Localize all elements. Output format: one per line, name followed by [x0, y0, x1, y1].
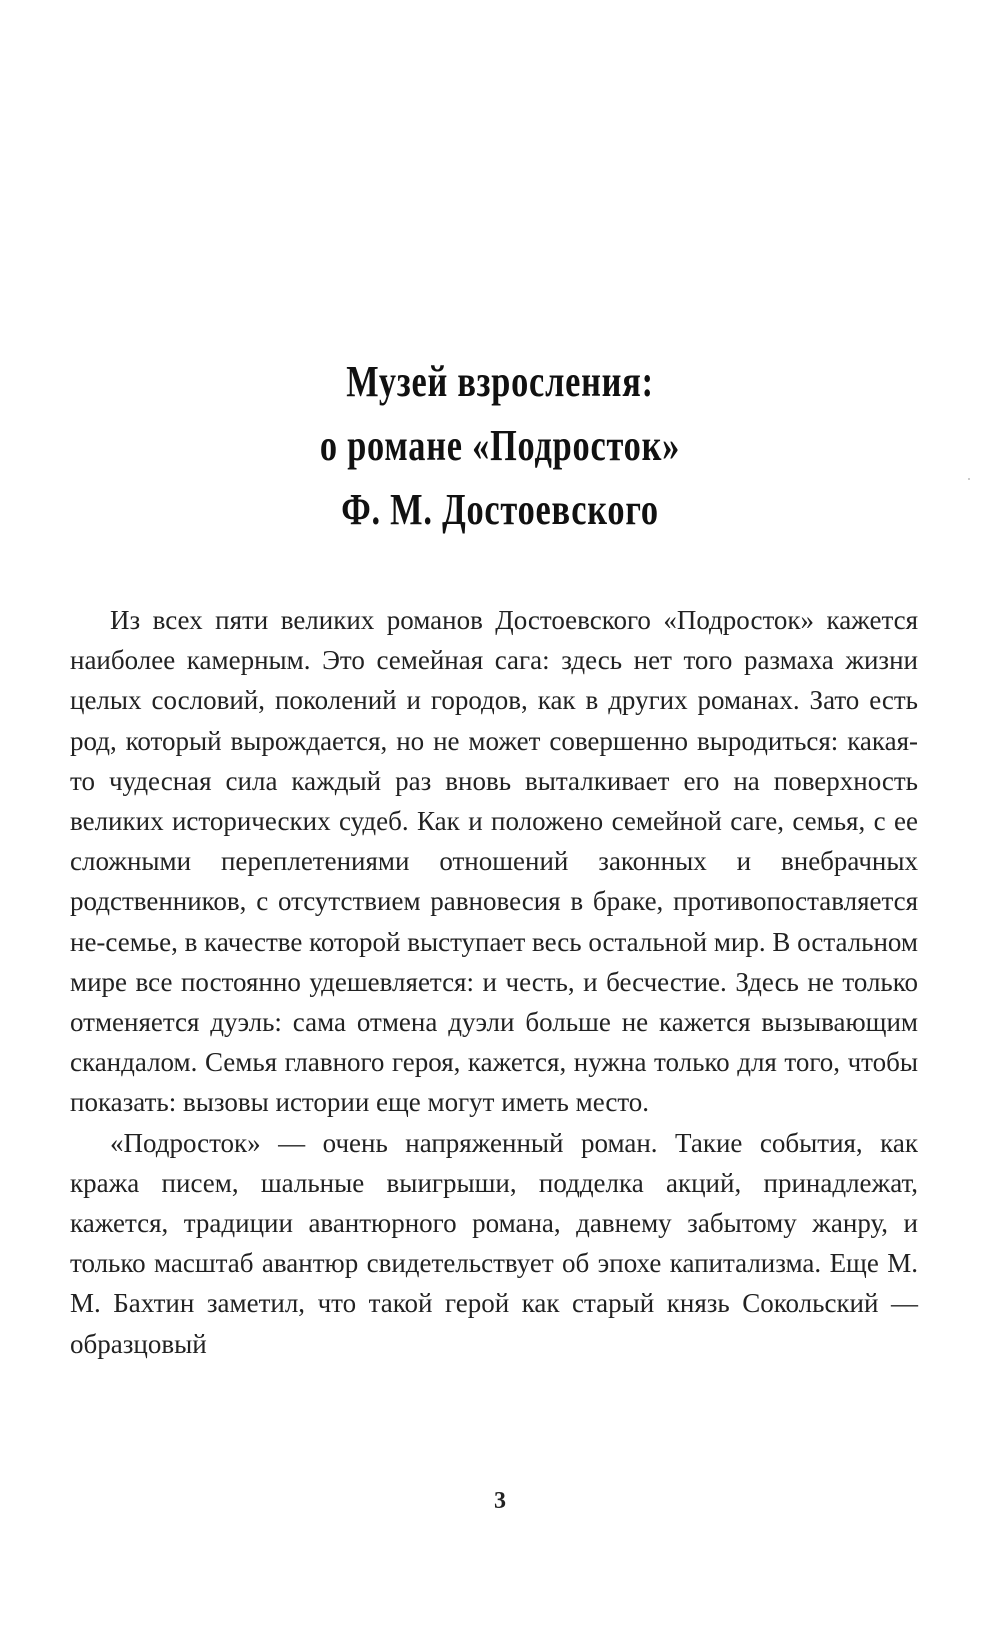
chapter-title-line-1: Музей взросления: [346, 357, 654, 406]
paragraph-2: «Подросток» — очень напряженный роман. Такие события, как кража писем, шальные выигрыши, подделка акций, принадлежат, кажется, традиции авантюрного романа, давнему забытому жанру, и только масштаб авантюр свидетельствует об эпохе капитализма. Еще М. М. Бахтин заметил, что такой герой как старый князь Сокольский — образцовый [70, 1127, 918, 1359]
body-text [70, 600, 918, 1364]
paper-speck [968, 478, 970, 480]
chapter-title [0, 350, 1000, 542]
chapter-title-line-3: Ф. М. Достоевского [341, 485, 659, 534]
page-number: 3 [494, 1488, 506, 1514]
chapter-title-line-2: о романе «Подросток» [319, 421, 681, 470]
paragraph-1: Из всех пяти великих романов Достоевского «Подросток» кажется наиболее камерным. Это семейная сага: здесь нет того размаха жизни целых сословий, поколений и городов, как в других романах. Зато есть род, который вырождается, но не может совершенно выродиться: какая-то чудесная сила каждый раз вновь выталкивает его на поверхность великих исторических судеб. Как и положено семейной саге, семья, с ее сложными переплетениями отношений законных и внебрачных родственников, с отсутствием равновесия в браке, противопоставляется не-семье, в качестве которой выступает весь остальной мир. В остальном мире все постоянно удешевляется: и честь, и бесчестие. Здесь не только отменяется дуэль: сама отмена дуэли больше не кажется вызывающим скандалом. Семья главного героя, кажется, нужна только для того, чтобы показать: вызовы истории еще могут иметь место. [70, 605, 918, 1118]
